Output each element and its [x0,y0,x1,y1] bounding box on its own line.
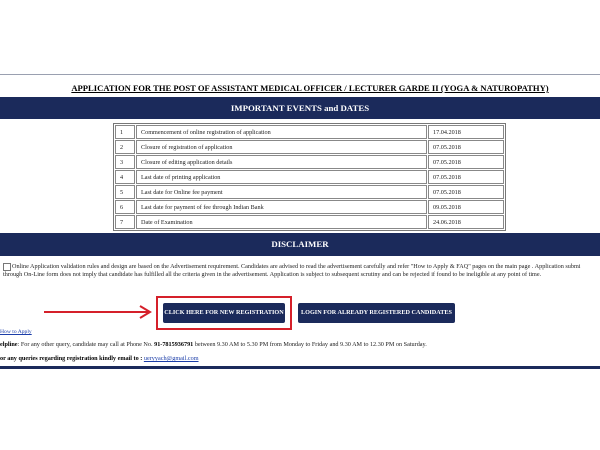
event-row [115,200,504,214]
disclaimer-heading: DISCLAIMER [0,233,600,256]
event-number: 7 [115,215,135,229]
support-email-link[interactable]: ueryyach@gmail.com [143,355,199,362]
event-date: 17.04.2018 [428,125,504,139]
event-number: 3 [115,155,135,169]
disclaimer-text-line-1: Online Application validation rules and design are based on the Advertisement requirement. Candidates are advised to read the advertisement carefully and refer "How to Apply & FAQ" pages on the main page . Application submi [12,263,581,270]
helpline-text-after-phone: between 9.30 AM to 5.30 PM from Monday to Friday and 9.30 AM to 12.30 PM on Saturday. [193,341,427,348]
event-row [115,125,504,139]
page-title: APPLICATION FOR THE POST OF ASSISTANT MEDICAL OFFICER / LECTURER GARDE II (YOGA & NATUROPATHY) [71,83,549,93]
event-row [115,215,504,229]
event-name: Closure of registration of application [136,140,427,154]
queries-info [0,355,199,362]
queries-label: or any queries regarding registration kindly email to : [0,355,144,362]
event-name: Last date for Online fee payment [136,185,427,199]
event-number: 6 [115,200,135,214]
event-date: 07.05.2018 [428,155,504,169]
event-number: 1 [115,125,135,139]
event-name: Last date of printing application [136,170,427,184]
event-name: Last date for payment of fee through Indian Bank [136,200,427,214]
helpline-info [0,341,600,348]
disclaimer-text-line-2: through On-Line form does not imply that candidate has fulfilled all the criteria given in the advertisement. Application is subject to subsequent scrutiny and can be rejected if found to be ineligible at any point of time. [3,271,542,278]
event-date: 09.05.2018 [428,200,504,214]
events-table [113,123,506,231]
event-date: 07.05.2018 [428,185,504,199]
bottom-divider [0,366,600,369]
event-row [115,155,504,169]
helpline-label: elpline [0,341,18,348]
how-to-apply-link[interactable]: How to Apply [0,329,32,335]
event-name: Closure of editing application details [136,155,427,169]
event-number: 4 [115,170,135,184]
important-events-heading: IMPORTANT EVENTS and DATES [0,97,600,119]
event-number: 2 [115,140,135,154]
red-arrow-icon [44,305,158,319]
event-name: Commencement of online registration of application [136,125,427,139]
disclaimer-checkbox[interactable] [3,263,11,271]
event-row [115,185,504,199]
helpline-phone: 91-7815936791 [154,341,194,348]
event-date: 07.05.2018 [428,170,504,184]
event-row [115,140,504,154]
top-divider [0,74,600,75]
registered-login-button[interactable]: LOGIN FOR ALREADY REGISTERED CANDIDATES [298,303,455,323]
event-number: 5 [115,185,135,199]
new-registration-button[interactable]: CLICK HERE FOR NEW REGISTRATION [163,303,285,323]
helpline-text-before-phone: : For any other query, candidate may call at Phone No. [17,341,155,348]
event-date: 07.05.2018 [428,140,504,154]
event-date: 24.06.2018 [428,215,504,229]
event-name: Date of Examination [136,215,427,229]
event-row [115,170,504,184]
